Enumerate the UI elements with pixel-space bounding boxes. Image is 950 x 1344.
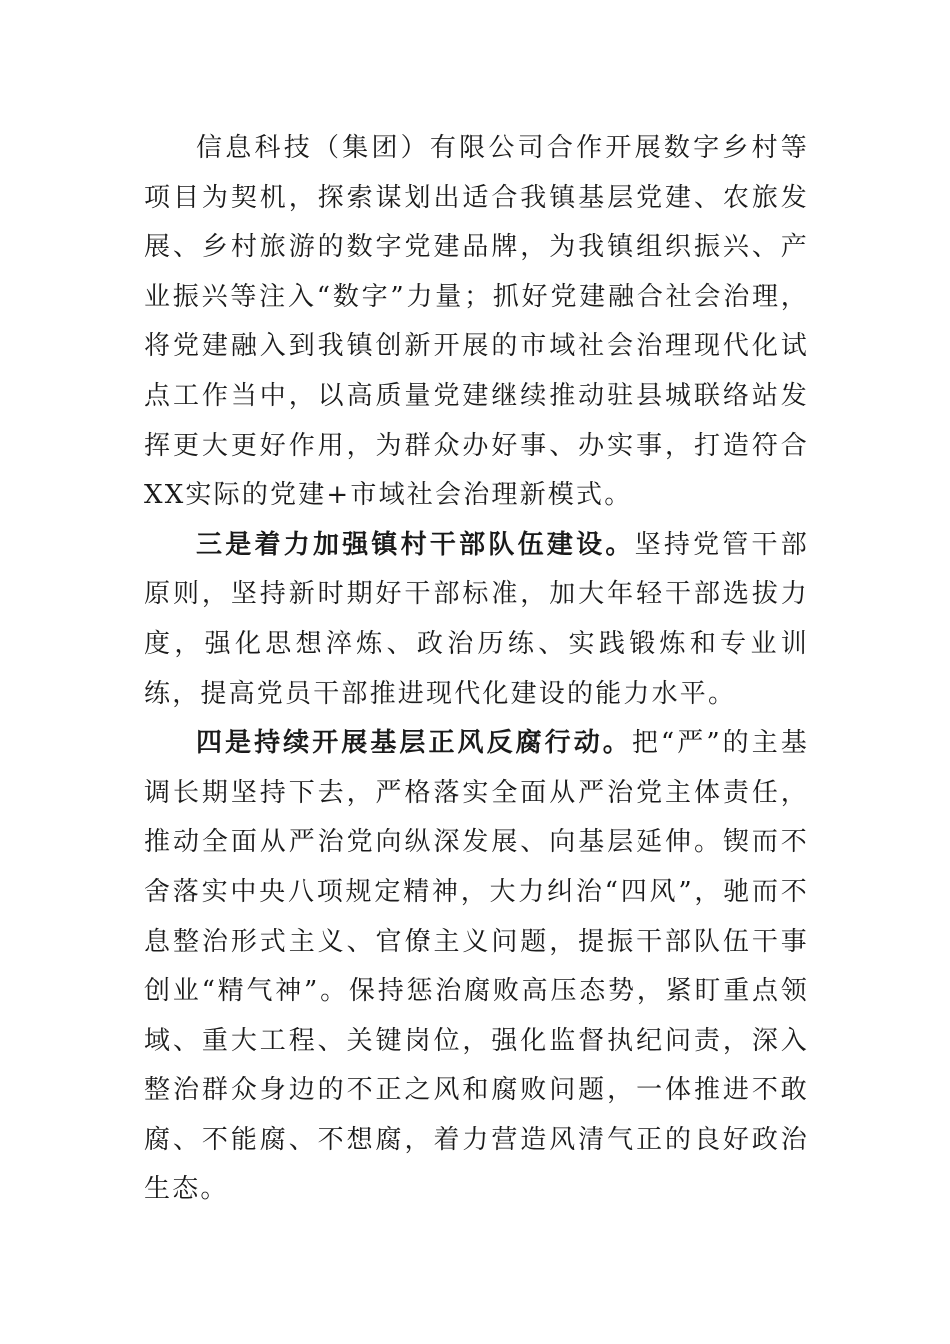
paragraph-anti-corruption [144, 719, 809, 1215]
paragraph-body: 坚持党管干部原则，坚持新时期好干部标准，加大年轻干部选拔力度，强化思想淬炼、政治历练、实践锻炼和专业训练，提高党员干部推进现代化建设的能力水平。 [144, 529, 809, 709]
paragraph-digital-village [144, 124, 809, 521]
paragraph-lead-heading: 四是持续开展基层正风反腐行动。 [196, 728, 632, 759]
paragraph-lead-heading: 三是着力加强镇村干部队伍建设。 [196, 529, 635, 560]
paragraph-body: 把“严”的主基调长期坚持下去，严格落实全面从严治党主体责任，推动全面从严治党向纵深发展、向基层延伸。锲而不舍落实中央八项规定精神，大力纠治“四风”，驰而不息整治形式主义、官僚主义问题，提振干部队伍干事创业“精气神”。保持惩治腐败高压态势，紧盯重点领域、重大工程、关键岗位，强化监督执纪问责，深入整治群众身边的不正之风和腐败问题，一体推进不敢腐、不能腐、不想腐，着力营造风清气正的良好政治生态。 [144, 728, 809, 1205]
paragraph-body: 信息科技（集团）有限公司合作开展数字乡村等项目为契机，探索谋划出适合我镇基层党建、农旅发展、乡村旅游的数字党建品牌，为我镇组织振兴、产业振兴等注入“数字”力量；抓好党建融合社会治理，将党建融入到我镇创新开展的市域社会治理现代化试点工作当中，以高质量党建继续推动驻县城联络站发挥更大更好作用，为群众办好事、办实事，打造符合XX实际的党建+市域社会治理新模式。 [144, 133, 809, 511]
paragraph-cadre-team [144, 521, 809, 719]
document-body [144, 124, 809, 1215]
